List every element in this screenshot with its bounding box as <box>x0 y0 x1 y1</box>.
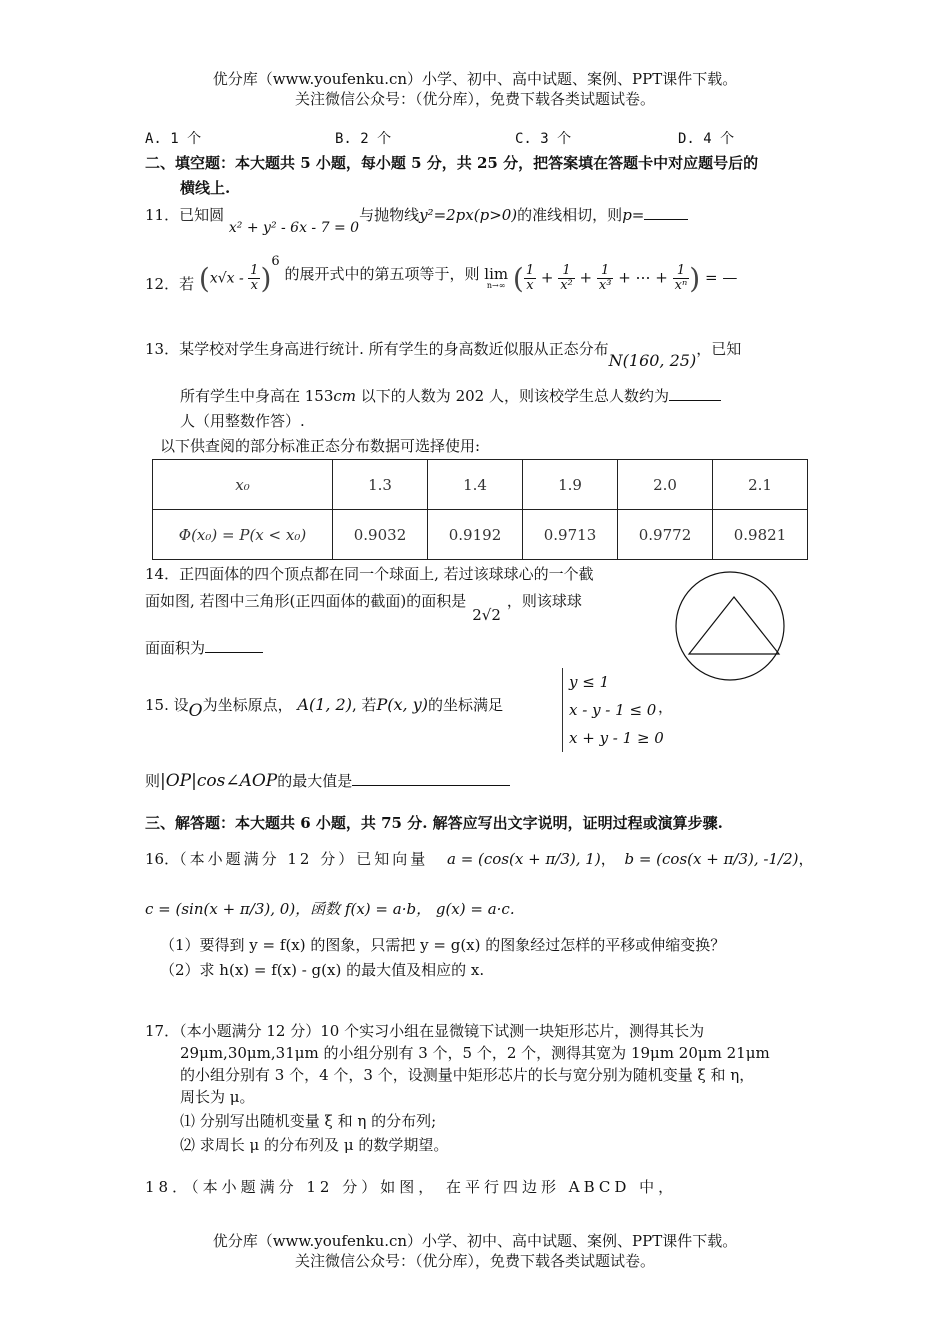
footer-line-1: 优分库（www.youfenku.cn）小学、初中、高中试题、案例、PPT课件下载。 <box>212 1232 738 1250</box>
q12-t1-num: 1 <box>525 262 535 278</box>
q12-eq: = — <box>704 268 738 287</box>
question-16-line-2 <box>145 898 515 919</box>
q11-parabola: y²=2px(p>0) <box>419 206 518 224</box>
question-15-line-1 <box>145 694 504 721</box>
q12-post: ，则 <box>449 264 480 283</box>
q16-part-1: （1）要得到 y = f(x) 的图象，只需把 y = g(x) 的图象经过怎样的平移或伸缩变换？ <box>160 936 726 954</box>
header-line-2: 关注微信公众号：（优分库），免费下载各类试题试卷。 <box>294 90 655 108</box>
table-cell-x: 1.4 <box>428 460 523 510</box>
q11-mid: 与抛物线 <box>359 206 420 224</box>
q13-text1b: ，已知 <box>696 340 742 358</box>
q13-unit: cm <box>333 387 357 405</box>
question-16-line-1: 16．（本小题满分 12 分）已知向量 a = (cos(x + π/3), 1)， b = (cos(x + π/3), -1/2)， <box>145 850 814 868</box>
sphere-cross-section-figure <box>672 568 788 684</box>
table-cell-phi: 0.9772 <box>618 510 713 560</box>
q11-pre: 已知圆 <box>179 206 225 224</box>
q16-part-2: （2）求 h(x) = f(x) - g(x) 的最大值及相应的 x. <box>160 961 485 979</box>
q14-answer-blank[interactable] <box>205 652 263 653</box>
q13-answer-blank[interactable] <box>669 400 721 401</box>
q12-t3-num: 1 <box>597 264 614 279</box>
table-header-phi: Φ(x₀) = P(x < x₀) <box>153 510 333 560</box>
q13-distribution: N(160, 25) <box>608 351 697 370</box>
q15-line2a: 则 <box>145 772 161 790</box>
q16-vector-c: c = (sin(x + π/3), 0) <box>145 900 296 918</box>
q17-line2: 29μm,30μm,31μm 的小组分别有 3 个，5 个，2 个，测得其宽为 19μm 20μm 21μm <box>180 1044 770 1062</box>
sphere-circle <box>676 572 784 680</box>
q18-text: ．（本小题满分 12 分）如图， 在平行四边形 ABCD 中， <box>172 1178 678 1196</box>
q11-answer-blank[interactable] <box>644 219 688 220</box>
q14-area: 2√2 <box>472 606 501 624</box>
choice-c: C. 3 个 <box>515 131 572 147</box>
q15-number: 15. <box>145 696 169 714</box>
choice-d: D. 4 个 <box>678 131 735 147</box>
table-row-x0 <box>153 460 808 510</box>
q15-constraint-system <box>562 668 664 752</box>
q12-dots: + ⋯ + <box>618 268 668 287</box>
q13-number: 13． <box>145 340 180 358</box>
table-cell-x: 2.0 <box>618 460 713 510</box>
q15-line2b: 的最大值是 <box>277 772 353 790</box>
q17-line1: （本小题满分 12 分）10 个实习小组在显微镜下试测一块矩形芯片，测得其长为 <box>179 1022 705 1040</box>
q12-number: 12． <box>145 274 180 293</box>
q12-lim-sub: n→∞ <box>486 281 506 290</box>
q15-t1: 为坐标原点， <box>202 696 293 714</box>
normal-distribution-table <box>152 459 808 560</box>
q12-t3-den: x³ <box>598 278 612 293</box>
q15-constraint-2: x - y - 1 ≤ 0 <box>569 701 657 719</box>
q11-ask: p= <box>622 206 645 224</box>
q17-line3: 的小组分别有 3 个，4 个，3 个，设测量中矩形芯片的长与宽分别为随机变量 ξ 和 η， <box>180 1066 755 1084</box>
q15-constraint-1: y ≤ 1 <box>569 673 610 691</box>
q16-functions: ，函数 f(x) = a·b， g(x) = a·c. <box>295 900 515 918</box>
q11-circle-equation: x² + y² - 6x - 7 = 0 <box>228 220 360 236</box>
q15-constraint-3: x + y - 1 ≥ 0 <box>569 729 664 747</box>
q15-t2: , 若 <box>351 696 377 714</box>
q17-number: 17． <box>145 1022 180 1040</box>
q15-answer-blank[interactable] <box>352 785 510 786</box>
q12-exponent: 6 <box>271 253 280 269</box>
q13-table-intro: 以下供查阅的部分标准正态分布数据可选择使用: <box>160 437 481 455</box>
q14-number: 14． <box>145 565 180 583</box>
tetrahedron-section-triangle <box>689 597 779 654</box>
q12-t1-den: x <box>526 278 534 293</box>
q13-text2b: 以下的人数为 202 人，则该校学生总人数约为 <box>356 387 669 405</box>
q12-expr: x√x - <box>209 270 249 287</box>
section2-title: 二、填空题：本大题共 5 小题，每小题 5 分，共 25 分，把答案填在答题卡中对应题号后的 <box>145 154 759 172</box>
q17-part-1: ⑴ 分别写出随机变量 ξ 和 η 的分布列; <box>180 1112 437 1130</box>
question-17-line-1 <box>145 1020 704 1041</box>
table-cell-phi: 0.9821 <box>713 510 808 560</box>
section2-title-cont: 横线上. <box>180 179 231 197</box>
table-cell-x: 1.3 <box>333 460 428 510</box>
q17-line4: 周长为 μ。 <box>180 1088 255 1106</box>
q12-frac-den: x <box>250 278 258 293</box>
q15-point-a: A(1, 2) <box>297 695 352 714</box>
q15-t3: 的坐标满足 <box>428 696 504 714</box>
q11-post: 的准线相切，则 <box>517 206 623 224</box>
table-cell-phi: 0.9032 <box>333 510 428 560</box>
q12-frac-num: 1 <box>250 262 259 278</box>
q11-number: 11． <box>145 206 180 224</box>
q16-vector-b: b = (cos(x + π/3), -1/2) <box>624 850 799 868</box>
header-line-1: 优分库（www.youfenku.cn）小学、初中、高中试题、案例、PPT课件下载。 <box>212 70 738 88</box>
q15-pre: 设 <box>173 696 189 714</box>
table-cell-x: 1.9 <box>523 460 618 510</box>
q12-t2-num: 1 <box>558 264 575 279</box>
q13-text3: 人（用整数作答）. <box>180 412 305 430</box>
table-row-phi <box>153 510 808 560</box>
table-cell-phi: 0.9713 <box>523 510 618 560</box>
section3-title: 三、解答题：本大题共 6 小题，共 75 分. 解答应写出文字说明，证明过程或演算步骤. <box>145 814 723 832</box>
q12-t4-num: 1 <box>673 264 690 279</box>
q14-text3: 面面积为 <box>145 639 206 657</box>
q15-expression: |OP|cos∠AOP <box>160 771 278 791</box>
choice-b: B. 2 个 <box>335 131 392 147</box>
q12-t4-den: xⁿ <box>674 278 688 293</box>
q12-lim: lim <box>484 265 509 283</box>
footer-line-2: 关注微信公众号：（优分库），免费下载各类试题试卷。 <box>294 1252 655 1270</box>
choice-a: A. 1 个 <box>145 131 202 147</box>
q13-text1: 某学校对学生身高进行统计. 所有学生的身高数近似服从正态分布 <box>179 340 609 358</box>
question-11 <box>145 204 688 236</box>
q13-text2a: 所有学生中身高在 153 <box>180 387 334 405</box>
question-14-line-1 <box>145 563 594 584</box>
q14-text2b: ，则该球球 <box>506 592 582 610</box>
table-cell-x: 2.1 <box>713 460 808 510</box>
question-12: 12．若 (x√x - $\frac{1}{x}$ )$^6$ 的展开式中的第五项等于，则 lim n→∞ ( $\frac{1}{x}$ + $\frac{1}{\text{x²}}$ + $\frac{1}{\text{x³}}$ + ⋯ + $\frac{1}{\text{xⁿ}}$ ) = — <box>145 253 738 295</box>
q16-vector-a: a = (cos(x + π/3), 1) <box>447 850 601 868</box>
q14-text2a: 面如图, 若图中三角形(正四面体的截面)的面积是 <box>145 592 467 610</box>
table-cell-phi: 0.9192 <box>428 510 523 560</box>
question-13-line-2 <box>180 385 721 406</box>
q15-sys-tail: ， <box>658 698 674 716</box>
q16-number: 16． <box>145 850 180 868</box>
question-15-line-2 <box>145 770 510 791</box>
q17-part-2: ⑵ 求周长 μ 的分布列及 μ 的数学期望。 <box>180 1136 449 1154</box>
q15-origin: O <box>188 701 203 721</box>
q12-mid: 的展开式中的第五项等于 <box>284 264 450 283</box>
question-13-line-1 <box>145 338 742 370</box>
q16-intro: （本小题满分 12 分）已知向量 <box>179 850 429 868</box>
q14-text1: 正四面体的四个顶点都在同一个球面上, 若过该球球心的一个截 <box>179 565 594 583</box>
table-header-x0: x₀ <box>153 460 333 510</box>
q18-number: 18 <box>145 1178 173 1196</box>
q15-point-p: P(x, y) <box>376 695 428 714</box>
q12-t2-den: x² <box>560 278 573 293</box>
question-14-line-2 <box>145 590 582 624</box>
q12-pre: 若 <box>179 274 195 293</box>
question-18 <box>145 1176 677 1197</box>
question-14-line-3 <box>145 637 263 658</box>
